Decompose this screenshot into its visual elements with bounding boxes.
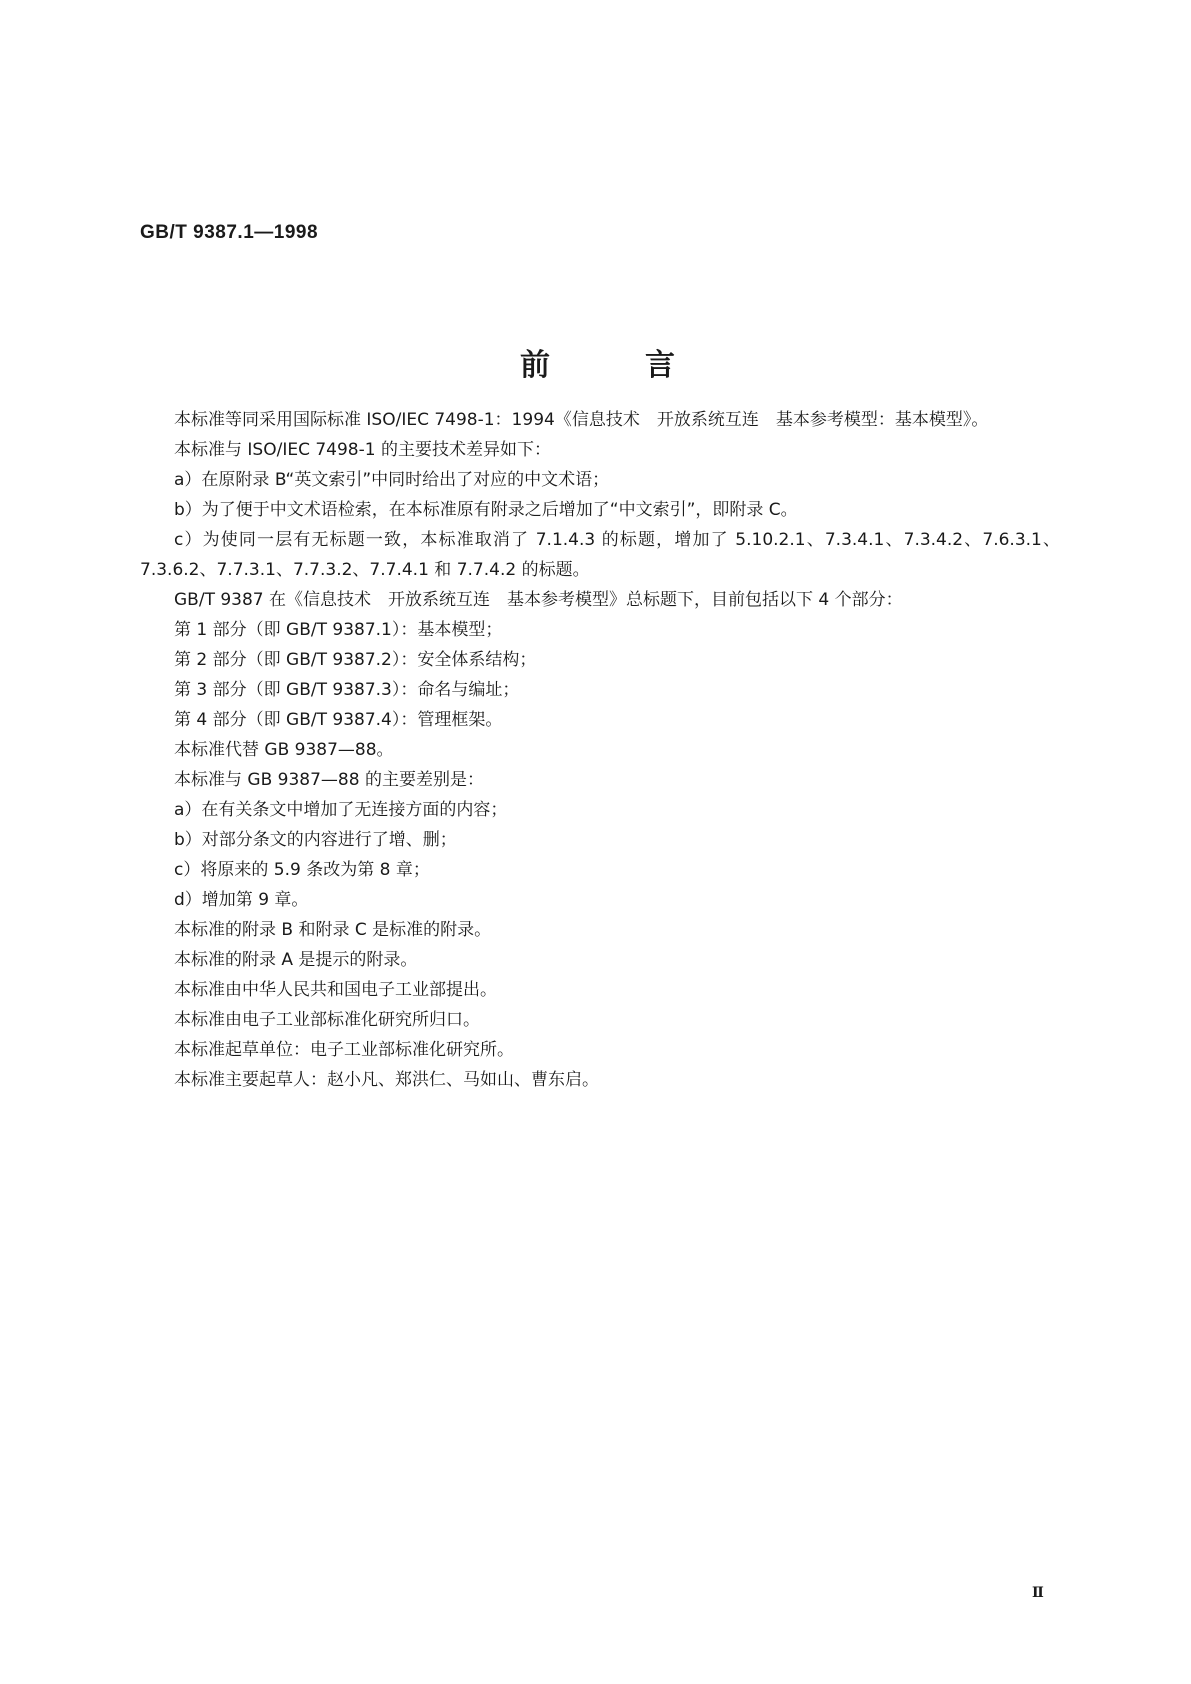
list-item: a）在原附录 B“英文索引”中同时给出了对应的中文术语； <box>174 470 610 490</box>
list-item: b）对部分条文的内容进行了增、删； <box>174 830 457 850</box>
paragraph-proposed-by: 本标准由中华人民共和国电子工业部提出。 <box>174 980 497 1000</box>
list-item: d）增加第 9 章。 <box>174 890 309 910</box>
paragraph-drafters: 本标准主要起草人：赵小凡、郑洪仁、马如山、曹东启。 <box>174 1070 599 1090</box>
paragraph-adoption: 本标准等同采用国际标准 ISO/IEC 7498-1：1994《信息技术 开放系统互连 基本参考模型：基本模型》。 <box>174 410 989 430</box>
list-item: 第 2 部分（即 GB/T 9387.2）：安全体系结构； <box>174 650 537 670</box>
list-item: 第 4 部分（即 GB/T 9387.4）：管理框架。 <box>174 710 503 730</box>
list-item: 第 3 部分（即 GB/T 9387.3）：命名与编址； <box>174 680 520 700</box>
paragraph-drafting-unit: 本标准起草单位：电子工业部标准化研究所。 <box>174 1040 514 1060</box>
page-title-char-2: 言 <box>645 348 675 383</box>
list-item: 第 1 部分（即 GB/T 9387.1）：基本模型； <box>174 620 503 640</box>
foreword-body <box>140 405 1060 1095</box>
paragraph-informative-annex: 本标准的附录 A 是提示的附录。 <box>174 950 418 970</box>
paragraph-replaces: 本标准代替 GB 9387—88。 <box>174 740 394 760</box>
page-title-char-1: 前 <box>520 348 550 383</box>
standard-code: GB/T 9387.1—1998 <box>140 222 319 243</box>
list-item: b）为了便于中文术语检索，在本标准原有附录之后增加了“中文索引”，即附录 C。 <box>174 500 798 520</box>
page-title <box>520 340 680 383</box>
paragraph-centralized-by: 本标准由电子工业部标准化研究所归口。 <box>174 1010 480 1030</box>
list-item: c）为使同一层有无标题一致，本标准取消了 7.1.4.3 的标题，增加了 5.10.2.1、7.3.4.1、7.3.4.2、7.6.3.1、7.3.6.2、7.7.3.1、7.7.3.2、7.7.4.1 和 7.7.4.2 的标题。 <box>140 530 1060 580</box>
page-number: Ⅱ <box>1032 1585 1044 1601</box>
list-item: c）将原来的 5.9 条改为第 8 章； <box>174 860 430 880</box>
paragraph-main-differences-intro: 本标准与 GB 9387—88 的主要差别是： <box>174 770 484 790</box>
paragraph-tech-differences-intro: 本标准与 ISO/IEC 7498-1 的主要技术差异如下： <box>174 440 551 460</box>
paragraph-normative-annexes: 本标准的附录 B 和附录 C 是标准的附录。 <box>174 920 492 940</box>
paragraph-series-intro: GB/T 9387 在《信息技术 开放系统互连 基本参考模型》总标题下，目前包括以下 4 个部分： <box>174 590 903 610</box>
list-item: a）在有关条文中增加了无连接方面的内容； <box>174 800 508 820</box>
